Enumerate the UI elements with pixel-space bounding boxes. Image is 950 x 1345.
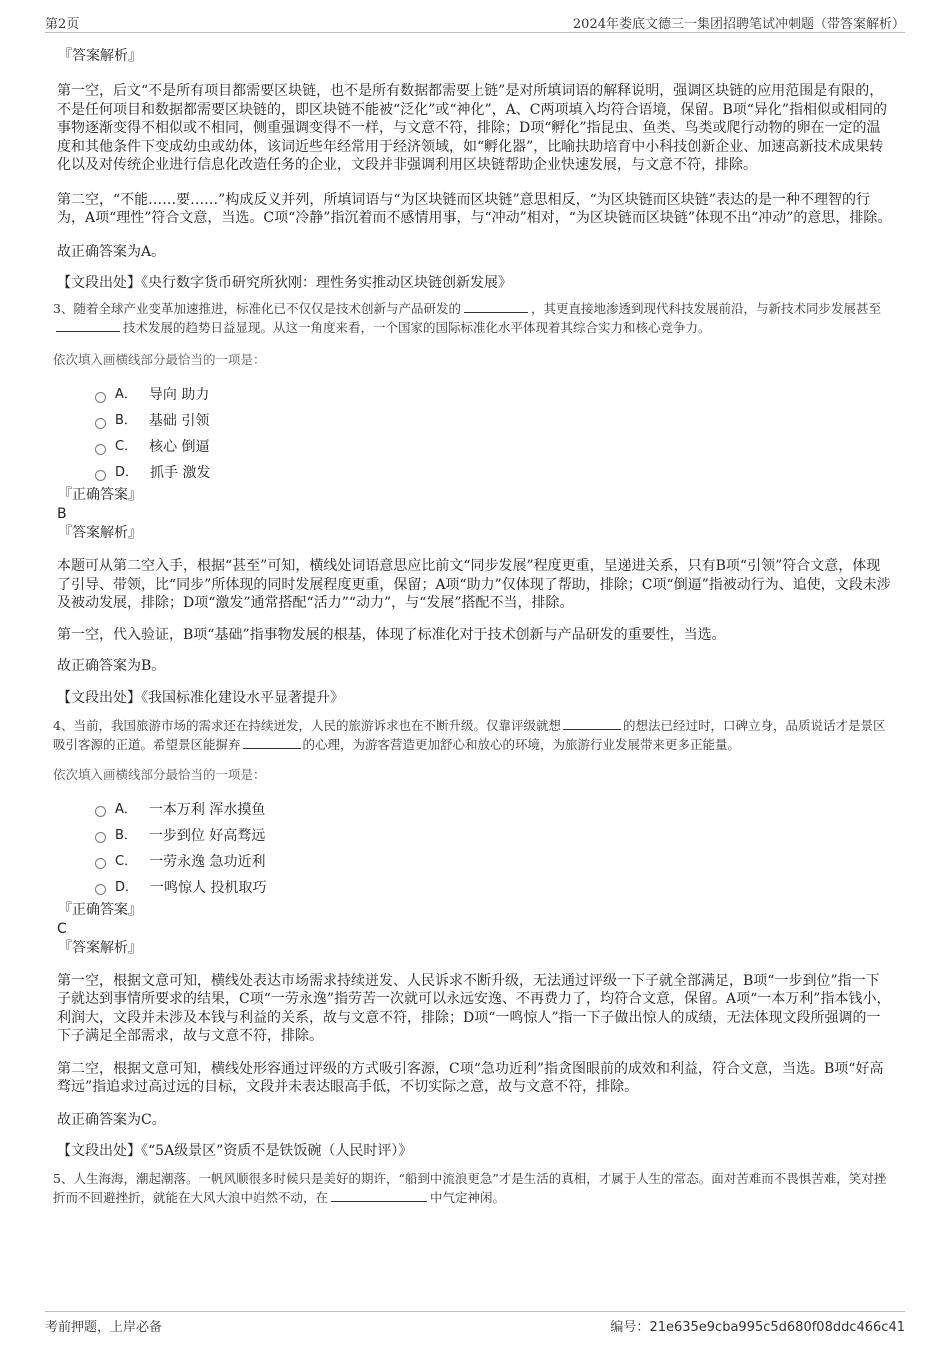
document-id: 编号：21e635e9cba995c5d680f08ddc466c41	[610, 1320, 905, 1335]
source-citation: 【文段出处】《我国标准化建设水平显著提升》	[57, 689, 344, 706]
option-c[interactable]: C． 核心 倒逼	[95, 437, 893, 457]
radio-icon[interactable]	[95, 832, 106, 843]
blank-line	[464, 300, 528, 313]
radio-icon[interactable]	[95, 884, 106, 895]
radio-icon[interactable]	[95, 444, 106, 455]
blank-line	[56, 319, 120, 332]
conclusion-paragraph: 故正确答案为C。	[57, 1111, 166, 1128]
radio-icon[interactable]	[95, 806, 106, 817]
analysis-paragraph: 第一空，根据文意可知，横线处表达市场需求持续迸发、人民诉求不断升级，无法通过评级一下子就全部满足，B项“一步到位”指一下子就达到事情所要求的结果，C项“一劳永逸”指劳苦一次就可以永远安逸、不再费力了，均符合文意，保留。A项“一本万利”指本钱小，利润大，文段并未涉及本钱与利益的关系，故与文意不符，排除；D项“一鸣惊人”指一下子做出惊人的成绩，无法体现文段所强调的一下子满足全部需求，故与文意不符，排除。	[57, 972, 891, 1044]
options-list	[95, 385, 893, 483]
radio-icon[interactable]	[95, 418, 106, 429]
source-citation: 【文段出处】《“5A级景区”资质不是铁饭碗（人民时评）》	[57, 1143, 413, 1159]
blank-line	[331, 1189, 427, 1202]
page-number: 第2页	[45, 17, 80, 32]
radio-icon[interactable]	[95, 392, 106, 403]
page-footer	[45, 1311, 905, 1336]
question-prompt: 依次填入画横线部分最恰当的一项是：	[53, 766, 266, 782]
question-prompt: 依次填入画横线部分最恰当的一项是：	[53, 352, 266, 367]
document-title: 2024年娄底文德三一集团招聘笔试冲刺题（带答案解析）	[572, 17, 905, 32]
option-a[interactable]: A． 导向 助力	[95, 385, 893, 405]
correct-answer-label: 『正确答案』	[58, 487, 142, 503]
analysis-paragraph: 第一空，后文“不是所有项目都需要区块链，也不是所有数据都需要上链”是对所填词语的解释说明，强调区块链的应用范围是有限的，不是任何项目和数据都需要区块链的，即区块链不能被“泛化”或“神化”，A、C两项填入均符合语境，保留。B项“异化”指相似或相同的事物逐渐变得不相似或不相同，侧重强调变得不一样，与文意不符，排除；D项“孵化”指昆虫、鱼类、鸟类或爬行动物的卵在一定的温度和其他条件下变成幼虫或幼体，该词近些年经常用于经济领域，如“孵化器”，比喻扶助培育中小科技创新企业、加速高新技术成果转化以及对传统企业进行信息化改造任务的企业，文段并非强调利用区块链帮助企业快速发展，与文意不符，排除。	[57, 83, 888, 173]
option-a[interactable]: A． 一本万利 浑水摸鱼	[95, 800, 893, 820]
option-c[interactable]: C． 一劳永逸 急功近利	[95, 852, 893, 872]
question-3-text: 3、随着全球产业变革加速推进，标准化已不仅仅是技术创新与产品研发的 ，其更直接地渗透到现代科技发展前沿，与新技术同步发展甚至技术发展的趋势日益显现。从这一角度来看，一个国家的国际标准化水平体现着其综合实力和核心竞争力。	[53, 301, 881, 335]
options-list	[95, 800, 893, 898]
document-body	[53, 40, 893, 1207]
correct-answer-value: C	[57, 920, 67, 937]
page-header	[45, 10, 905, 33]
footer-slogan: 考前押题，上岸必备	[45, 1320, 163, 1335]
answer-analysis-label: 『答案解析』	[58, 48, 142, 64]
option-b[interactable]: B． 一步到位 好高骛远	[95, 826, 893, 846]
option-d[interactable]: D． 一鸣惊人 投机取巧	[95, 878, 893, 898]
conclusion-paragraph: 故正确答案为A。	[57, 243, 166, 260]
analysis-paragraph: 第二空，根据文意可知，横线处形容通过评级的方式吸引客源，C项“急功近利”指贪图眼前的成效和利益，符合文意，当选。B项“好高骛远”指追求过高过远的目标，文段并未表达眼高手低，不切实际之意，故与文意不符，排除。	[57, 1060, 884, 1095]
radio-icon[interactable]	[95, 858, 106, 869]
blank-line	[243, 736, 301, 749]
option-d[interactable]: D． 抓手 激发	[95, 463, 893, 483]
source-citation: 【文段出处】《央行数字货币研究所狄刚：理性务实推动区块链创新发展》	[57, 275, 512, 291]
answer-analysis-label: 『答案解析』	[58, 939, 142, 956]
correct-answer-label: 『正确答案』	[58, 901, 142, 918]
analysis-paragraph: 第二空，“不能……要……”构成反义并列，所填词语与“为区块链而区块链”意思相反，“为区块链而区块链”表达的是一种不理智的行为，A项“理性”符合文意，当选。C项“冷静”指沉着而不感情用事，与“冲动”相对，“为区块链而区块链”体现不出“冲动”的意思，排除。	[57, 191, 892, 226]
radio-icon[interactable]	[95, 470, 106, 481]
answer-analysis-label: 『答案解析』	[58, 525, 142, 541]
question-4-text: 4、当前，我国旅游市场的需求还在持续迸发，人民的旅游诉求也在不断升级。仅靠评级就想 的想法已经过时，口碑立身，品质说话才是景区吸引客源的正道。希望景区能摒弃 的心理，为游客营造更加舒心和放心的环境，为旅游行业发展带来更多正能量。	[53, 717, 886, 752]
analysis-paragraph: 本题可从第二空入手，根据“甚至”可知，横线处词语意思应比前文“同步发展”程度更重，呈递进关系，只有B项“引领”符合文意，体现了引导、带领，比“同步”所体现的同时发展程度更重，保留；A项“助力”仅体现了帮助，排除；C项“倒逼”指被动行为、追使，文段未涉及被动发展，排除；D项“激发”通常搭配“活力”“动力”，与“发展”搭配不当，排除。	[57, 558, 891, 611]
conclusion-paragraph: 故正确答案为B。	[57, 658, 166, 674]
blank-line	[563, 717, 621, 730]
option-b[interactable]: B． 基础 引领	[95, 411, 893, 431]
correct-answer-value: B	[57, 506, 67, 522]
question-5-text: 5、人生海海，潮起潮落。一帆风顺很多时候只是美好的期许，“船到中流浪更急”才是生活的真相，才属于人生的常态。面对苦难而不畏惧苦难，笑对挫折而不回避挫折，就能在大风大浪中岿然不动，在 中气定神闲。	[53, 1171, 887, 1205]
analysis-paragraph: 第一空，代入验证，B项“基础”指事物发展的根基，体现了标准化对于技术创新与产品研发的重要性，当选。	[57, 626, 726, 643]
